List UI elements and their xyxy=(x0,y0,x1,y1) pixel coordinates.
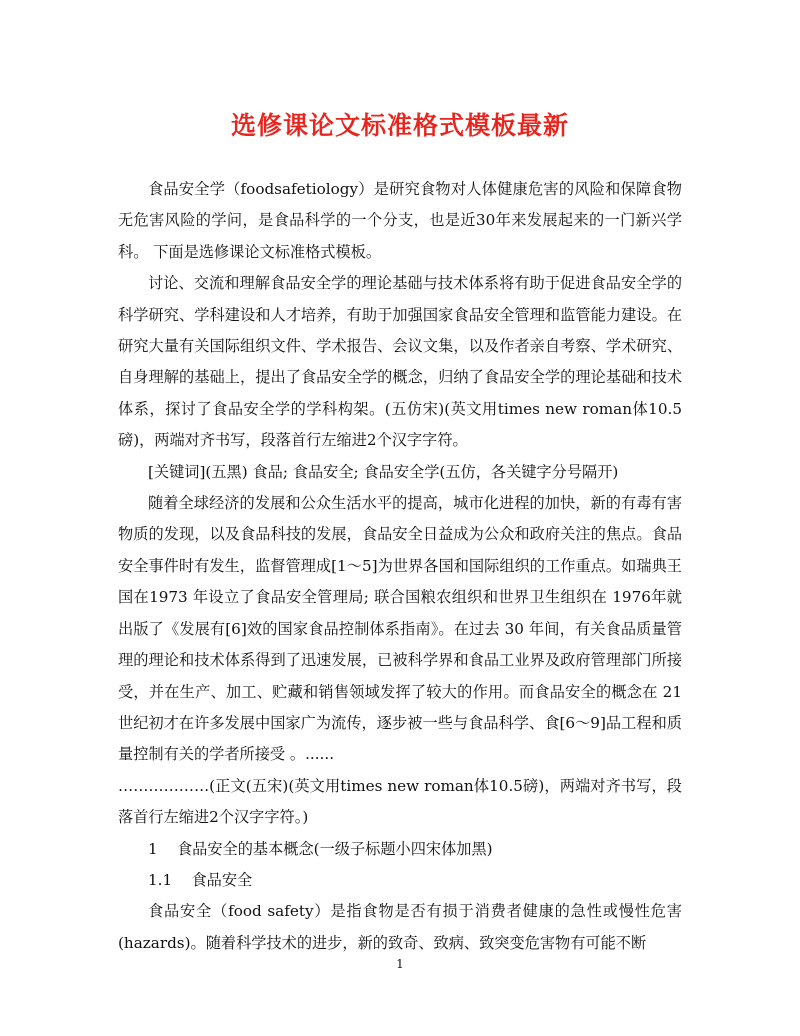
section-heading-1: 1 食品安全的基本概念(一级子标题小四宋体加黑) xyxy=(148,839,493,858)
page-number: 1 xyxy=(396,957,404,971)
intro-paragraph: 食品安全学（foodsafetiology）是研究食物对人体健康危害的风险和保障食物无危害风险的学问，是食品科学的一个分支，也是近30年来发展起来的一门新兴学科。 下面是选修课论文标准格式模板。 xyxy=(118,180,682,261)
food-safety-paragraph: 食品安全（food safety）是指食物是否有损于消费者健康的急性或慢性危害(hazards)。随着科学技术的进步，新的致奇、致病、致突变危害物有可能不断 xyxy=(118,902,682,952)
keywords-paragraph: [关键词](五黑) 食品; 食品安全; 食品安全学(五仿，各关键字分号隔开) xyxy=(148,462,619,481)
document-title: 选修课论文标准格式模板最新 xyxy=(230,111,569,140)
main-text-paragraph: 随着全球经济的发展和公众生活水平的提高，城市化进程的加快，新的有毒有害物质的发现，以及食品科技的发展，食品安全日益成为公众和政府关注的焦点。食品安全事件时有发生，监督管理成[1～5]为世界各国和国际组织的工作重点。如瑞典王国在1973 年设立了食品安全管理局; 联合国粮农组织和世界卫生组织在 1976年就出版了《发展有[6]效的国家食品控制体系指南》。在过去 30 年间，有关食品质量管理的理论和技术体系得到了迅速发展，已被科学界和食品工业界及政府管理部门所接受，并在生产、加工、贮藏和销售领域发挥了较大的作用。而食品安全的概念在 21 世纪初才在许多发展中国家广为流传，逐步被一些与食品科学、食[6～9]品工程和质量控制有关的学者所接受 。...... xyxy=(118,494,682,764)
format-note-paragraph: ………………(正文(五宋)(英文用times new roman体10.5磅)，两端对齐书写，段落首行左缩进2个汉字字符。) xyxy=(118,776,682,827)
abstract-paragraph: 讨论、交流和理解食品安全学的理论基础与技术体系将有助于促进食品安全学的科学研究、学科建设和人才培养，有助于加强国家食品安全管理和监管能力建设。在研究大量有关国际组织文件、学术报告、会议文集，以及作者亲自考察、学术研究、自身理解的基础上，提出了食品安全学的概念，归纳了食品安全学的理论基础和技术体系，探讨了食品安全学的学科构架。(五仿宋)(英文用times new roman体10.5磅)，两端对齐书写，段落首行左缩进2个汉字字符。 xyxy=(118,274,682,450)
document-body xyxy=(118,174,682,959)
section-heading-1-1: 1.1 食品安全 xyxy=(148,870,253,889)
